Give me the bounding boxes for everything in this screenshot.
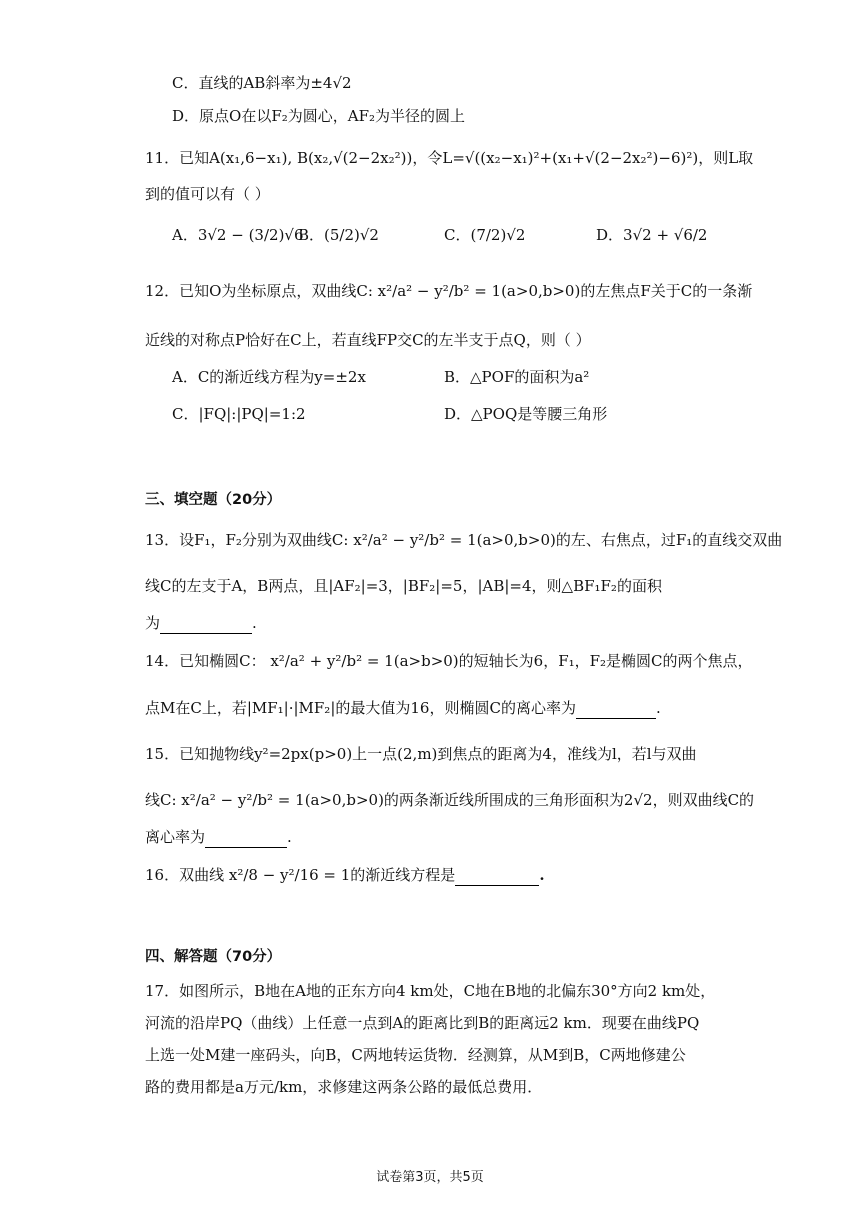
- q12-options-row2: [0, 403, 860, 425]
- q14-line2-prefix: 点M在C上，若|MF₁|·|MF₂|的最大值为16，则椭圆C的离心率为: [145, 699, 576, 717]
- q16-prefix: 16．双曲线 x²/8 − y²/16 = 1的渐近线方程是: [145, 866, 456, 884]
- section3-title: 三、填空题（20分）: [145, 492, 282, 508]
- q17-line3: 上选一处M建一座码头，向B，C两地转运货物．经测算，从M到B，C两地修建公: [145, 1046, 686, 1064]
- q13-line1: 13．设F₁，F₂分别为双曲线C: x²/a² − y²/b² = 1(a>0,b>0)的左、右焦点，过F₁的直线交双曲: [145, 531, 783, 549]
- q12-stem-line2: 近线的对称点P恰好在C上，若直线FP交C的左半支于点Q，则（ ）: [145, 331, 591, 349]
- q13-line3-suffix: .: [252, 614, 257, 632]
- q16-line: [145, 864, 545, 886]
- q13-line2: 线C的左支于A，B两点，且|AF₂|=3，|BF₂|=5，|AB|=4，则△BF₁F₂的面积: [145, 577, 662, 595]
- q15-line2: 线C: x²/a² − y²/b² = 1(a>0,b>0)的两条渐近线所围成的三角形面积为2√2，则双曲线C的: [145, 791, 755, 809]
- q10-option-d: D．原点O在以F₂为圆心，AF₂为半径的圆上: [172, 107, 465, 125]
- q14-line1: 14．已知椭圆C： x²/a² + y²/b² = 1(a>b>0)的短轴长为6，F₁，F₂是椭圆C的两个焦点，: [145, 652, 753, 670]
- q11-option-b: B．(5/2)√2: [298, 226, 379, 244]
- q12-option-d: D．△POQ是等腰三角形: [444, 405, 608, 423]
- section4-title: 四、解答题（70分）: [145, 949, 282, 965]
- q15-line1: 15．已知抛物线y²=2px(p>0)上一点(2,m)到焦点的距离为4，准线为l，若l与双曲: [145, 745, 697, 763]
- q11-option-c: C．(7/2)√2: [444, 226, 526, 244]
- q14-answer-blank[interactable]: [576, 702, 656, 719]
- q10-option-c: C．直线的AB斜率为±4√2: [172, 74, 352, 92]
- q13-answer-blank[interactable]: [160, 617, 252, 634]
- q11-stem-line1: 11．已知A(x₁,6−x₁), B(x₂,√(2−2x₂²))，令L=√((x₂−x₁)²+(x₁+√(2−2x₂²)−6)²)，则L取: [145, 149, 754, 167]
- q14-line2: [145, 697, 661, 719]
- q12-option-c: C．|FQ|:|PQ|=1:2: [172, 405, 306, 423]
- q17-line4: 路的费用都是a万元/km，求修建这两条公路的最低总费用．: [145, 1078, 543, 1096]
- q12-options-row1: [0, 366, 860, 388]
- q16-answer-blank[interactable]: [455, 869, 539, 886]
- q15-line3-prefix: 离心率为: [145, 828, 206, 846]
- q17-line1: 17．如图所示，B地在A地的正东方向4 km处，C地在B地的北偏东30°方向2 km处，: [145, 982, 716, 1000]
- q11-option-a: A．3√2 − (3/2)√6: [172, 226, 304, 244]
- q15-answer-blank[interactable]: [205, 831, 287, 848]
- q11-option-d: D．3√2 + √6/2: [596, 226, 708, 244]
- q15-line3: [145, 826, 292, 848]
- q14-line2-suffix: .: [655, 699, 661, 717]
- q16-suffix: .: [539, 866, 545, 884]
- q11-stem-line2: 到的值可以有（ ）: [145, 185, 270, 203]
- q15-line3-suffix: .: [287, 828, 292, 846]
- q11-options: [0, 224, 860, 246]
- q12-option-b: B．△POF的面积为a²: [444, 368, 590, 386]
- q13-line3-prefix: 为: [145, 614, 161, 632]
- q13-line3: [145, 612, 257, 634]
- q17-line2: 河流的沿岸PQ（曲线）上任意一点到A的距离比到B的距离远2 km．现要在曲线PQ: [145, 1014, 700, 1032]
- page-footer: 试卷第3页，共5页: [376, 1170, 484, 1185]
- q12-stem-line1: 12．已知O为坐标原点，双曲线C: x²/a² − y²/b² = 1(a>0,b>0)的左焦点F关于C的一条渐: [145, 282, 753, 300]
- q12-option-a: A．C的渐近线方程为y=±2x: [172, 368, 366, 386]
